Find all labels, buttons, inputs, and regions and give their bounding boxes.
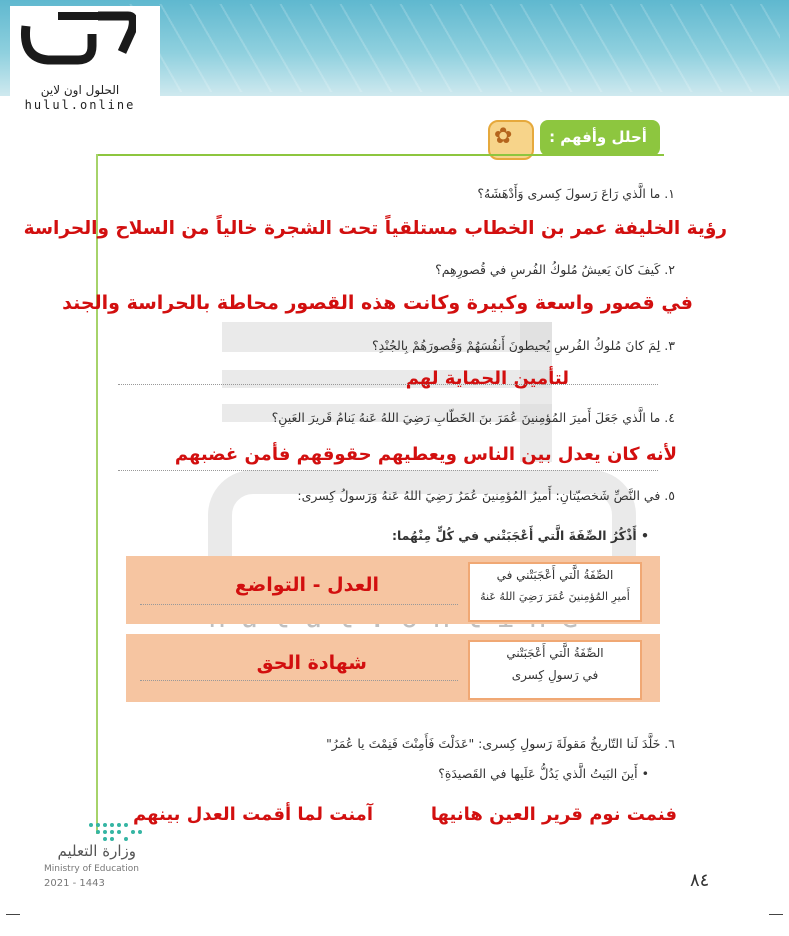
question-6: ٦. خَلَّدَ لَنا التّاريخُ مَقولَةَ رَسولِ كِسرى: "عَدَلْتَ فَأَمِنْتَ فَنِمْتَ يا عُمَرُ"	[326, 736, 675, 751]
logo-mark-icon	[18, 8, 136, 68]
trait-label-omar	[468, 562, 642, 622]
answer-2: في قصور واسعة وكبيرة وكانت هذه القصور محاطة بالحراسة والجند	[62, 292, 693, 314]
question-1: ١. ما الَّذي رَاعَ رَسولَ كِسرى وَأَدْهَشَهُ؟	[477, 186, 675, 201]
question-2: ٢. كَيفَ كانَ يَعيشُ مُلوكُ الفُرسِ في قُصورِهِم؟	[435, 262, 675, 277]
page-number: ٨٤	[690, 870, 710, 891]
question-6-bullet: • أَينَ البَيتُ الَّذي يَدُلُّ عَلَيها في القَصيدَةِ؟	[438, 766, 649, 781]
answer-6-first-half: آمنت لما أقمت العدل بينهم	[132, 804, 373, 825]
banner-pattern	[120, 4, 780, 92]
question-3: ٣. لِمَ كانَ مُلوكُ الفُرسِ يُحيطونَ أَنفُسَهُمْ وَقُصورَهُمْ بِالجُنْدِ؟	[371, 338, 675, 353]
section-title: أحلل وأفهم :	[549, 128, 647, 146]
brain-icon: ✿	[494, 124, 513, 149]
logo-arabic-text: الحلول اون لاين	[40, 83, 120, 97]
question-5: ٥. في النَّصِّ شَخصيّتانِ: أَميرُ المُؤمِنينَ عُمَرُ رَضِيَ اللهُ عَنهُ وَرَسولُ كِسرى:	[297, 488, 675, 503]
trait-label-envoy-line1: الصِّفَةُ الَّتي أَعْجَبَتْني	[506, 646, 604, 660]
section-side-rule	[96, 154, 98, 834]
question-5-bullet: • أَذْكُرُ الصِّفَةَ الَّتي أَعْجَبَتْني في كُلٍّ مِنْهُما:	[391, 528, 649, 543]
question-4: ٤. ما الَّذي جَعَلَ أَميرَ المُؤمِنينَ عُمَرَ بنَ الخَطّابِ رَضِيَ اللهُ عَنهُ يَنامُ قَريرَ العَينِ؟	[271, 410, 675, 425]
answer-4: لأنه كان يعدل بين الناس ويعطيهم حقوقهم فأمن غضبهم	[174, 444, 677, 465]
crop-mark	[6, 914, 20, 915]
trait-label-envoy	[468, 640, 642, 700]
ministry-name-ar: وزارة التعليم	[57, 842, 136, 860]
crop-mark	[769, 914, 783, 915]
logo-latin-text: hulul.online	[24, 98, 136, 112]
answer-line	[140, 604, 458, 605]
trait-label-omar-line1: الصِّفَةُ الَّتي أَعْجَبَتْني في	[496, 568, 614, 582]
trait-label-omar-line2: أَميرِ المُؤمِنينَ عُمَرَ رَضِيَ اللهُ عَنهُ	[480, 590, 630, 603]
ministry-year: 2021 - 1443	[44, 878, 105, 889]
answer-line	[118, 384, 658, 385]
section-rule	[96, 154, 664, 156]
answer-line	[140, 680, 458, 681]
answer-line	[118, 470, 658, 471]
trait-answer-envoy: شهادة الحق	[256, 652, 367, 674]
trait-answer-omar: العدل - التواضع	[234, 574, 379, 596]
answer-3: لتأمين الحماية لهم	[405, 368, 569, 389]
answer-6-second-half: فنمت نوم قرير العين هانيها	[430, 804, 677, 825]
trait-label-envoy-line2: في رَسولِ كِسرى	[511, 668, 599, 682]
ministry-name-en: Ministry of Education	[44, 864, 139, 874]
answer-1: رؤية الخليفة عمر بن الخطاب مستلقياً تحت الشجرة خالياً من السلاح والحراسة	[23, 218, 727, 239]
